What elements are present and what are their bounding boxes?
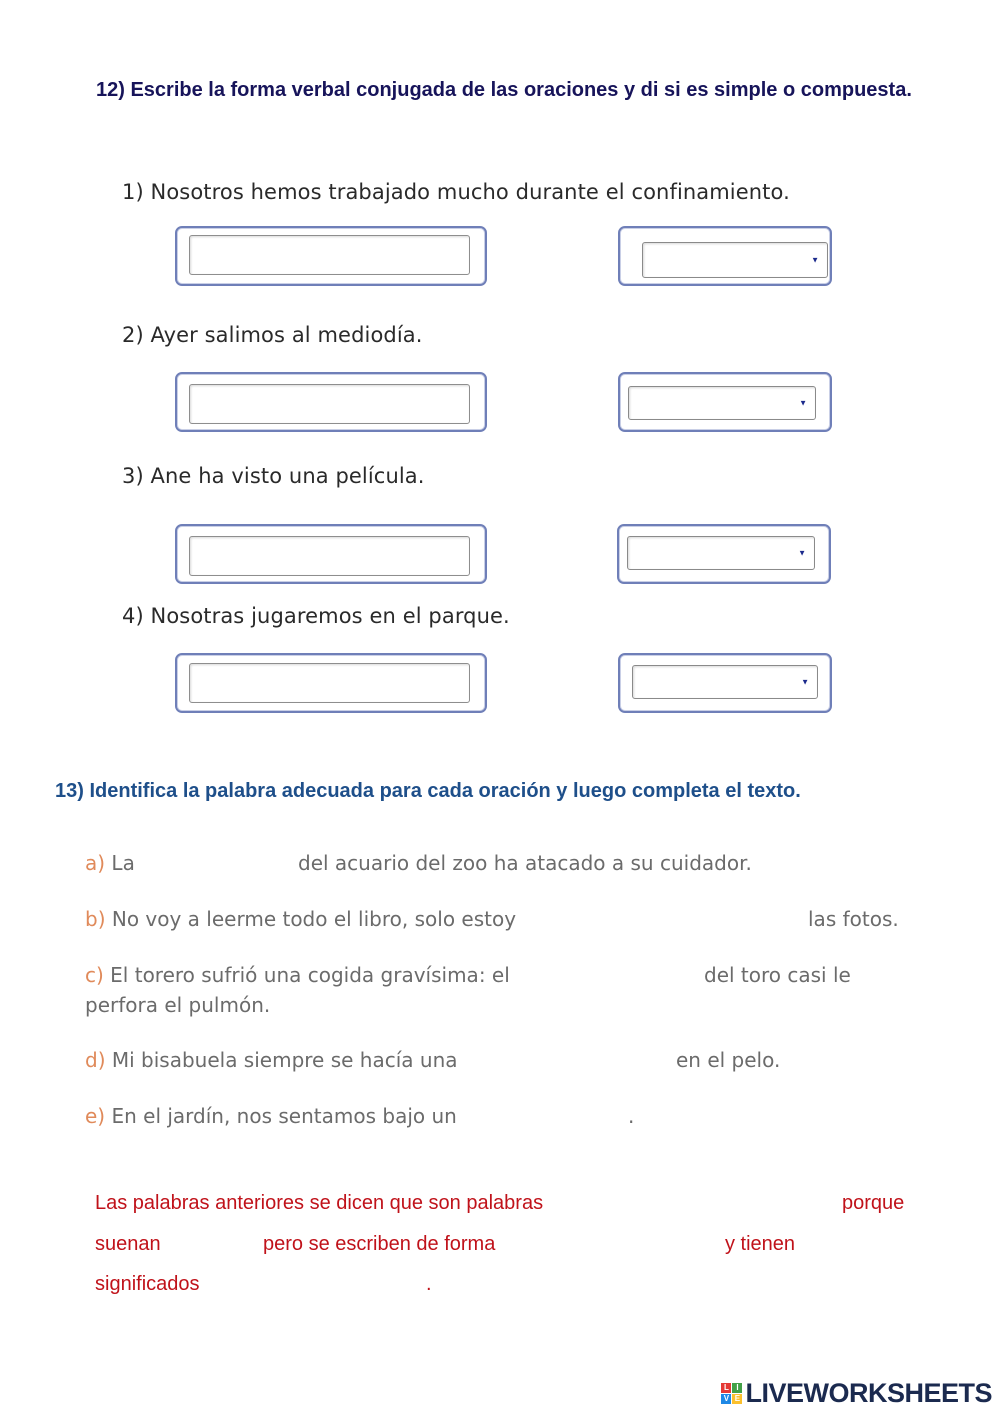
logo-mark-cell: L [721, 1383, 731, 1393]
q12-type-frame-2 [618, 372, 832, 432]
final-text-l2a: suenan [95, 1233, 161, 1255]
q12-type-select-2[interactable] [628, 386, 816, 420]
item-text-before: En el jardín, nos sentamos bajo un [111, 1104, 457, 1128]
item-text-before: El torero sufrió una cogida gravísima: el [110, 963, 510, 987]
q13-item-a [85, 851, 135, 875]
q12-verb-input-1[interactable] [189, 235, 470, 275]
q13-item-a-after: del acuario del zoo ha atacado a su cuidador. [298, 851, 752, 875]
q12-verb-input-4[interactable] [189, 663, 470, 703]
q12-type-frame-1 [618, 226, 832, 286]
final-text-l3b: . [426, 1273, 432, 1295]
q13-item-e-after: . [628, 1104, 635, 1128]
final-text-l1a: Las palabras anteriores se dicen que son palabras [95, 1192, 544, 1214]
item-letter: c) [85, 963, 104, 987]
logo-mark-icon [721, 1383, 742, 1404]
chevron-down-icon: ▼ [811, 255, 819, 265]
logo-mark-cell: I [732, 1383, 742, 1393]
item-text-before: No voy a leerme todo el libro, solo estoy [111, 907, 517, 931]
logo-mark-cell: E [732, 1394, 742, 1404]
q12-sentence-4: 4) Nosotras jugaremos en el parque. [122, 604, 510, 628]
q12-type-frame-3 [617, 524, 831, 584]
q12-verb-frame-3 [175, 524, 487, 584]
q13-item-c [85, 963, 510, 987]
item-letter: d) [85, 1048, 106, 1072]
q12-type-select-4[interactable] [632, 665, 818, 699]
logo-mark-cell: V [721, 1394, 731, 1404]
q12-verb-input-2[interactable] [189, 384, 470, 424]
q13-item-b [85, 907, 516, 931]
final-text-l2b: pero se escriben de forma [263, 1233, 496, 1255]
q12-type-select-3[interactable] [627, 536, 815, 570]
q12-verb-frame-2 [175, 372, 487, 432]
chevron-down-icon: ▼ [798, 548, 806, 558]
q13-item-b-after: las fotos. [808, 907, 899, 931]
q13-title: 13) Identifica la palabra adecuada para cada oración y luego completa el texto. [55, 780, 801, 802]
item-text-before: Mi bisabuela siempre se hacía una [111, 1048, 458, 1072]
q13-item-d-after: en el pelo. [676, 1048, 781, 1072]
logo-text: LIVEWORKSHEETS [745, 1377, 992, 1408]
item-letter: b) [85, 907, 106, 931]
chevron-down-icon: ▼ [799, 398, 807, 408]
q12-sentence-3: 3) Ane ha visto una película. [122, 464, 425, 488]
item-text-before: La [111, 851, 135, 875]
q13-item-c-after: del toro casi le [704, 963, 851, 987]
final-text-l3a: significados [95, 1273, 200, 1295]
final-text-l1b: porque [842, 1192, 905, 1214]
q12-sentence-1: 1) Nosotros hemos trabajado mucho durante el confinamiento. [122, 180, 790, 204]
q12-type-frame-4 [618, 653, 832, 713]
liveworksheets-logo [721, 1376, 992, 1410]
q12-verb-frame-4 [175, 653, 487, 713]
chevron-down-icon: ▼ [801, 677, 809, 687]
q12-type-select-1[interactable] [642, 242, 828, 278]
final-text-l2c: y tienen [725, 1233, 796, 1255]
q13-item-d [85, 1048, 458, 1072]
q12-title: 12) Escribe la forma verbal conjugada de las oraciones y di si es simple o compuesta. [96, 79, 912, 101]
q13-item-e [85, 1104, 457, 1128]
q12-sentence-2: 2) Ayer salimos al mediodía. [122, 323, 423, 347]
item-letter: a) [85, 851, 106, 875]
q13-item-c-line2: perfora el pulmón. [85, 993, 271, 1017]
item-letter: e) [85, 1104, 106, 1128]
q12-verb-frame-1 [175, 226, 487, 286]
q12-verb-input-3[interactable] [189, 536, 470, 576]
